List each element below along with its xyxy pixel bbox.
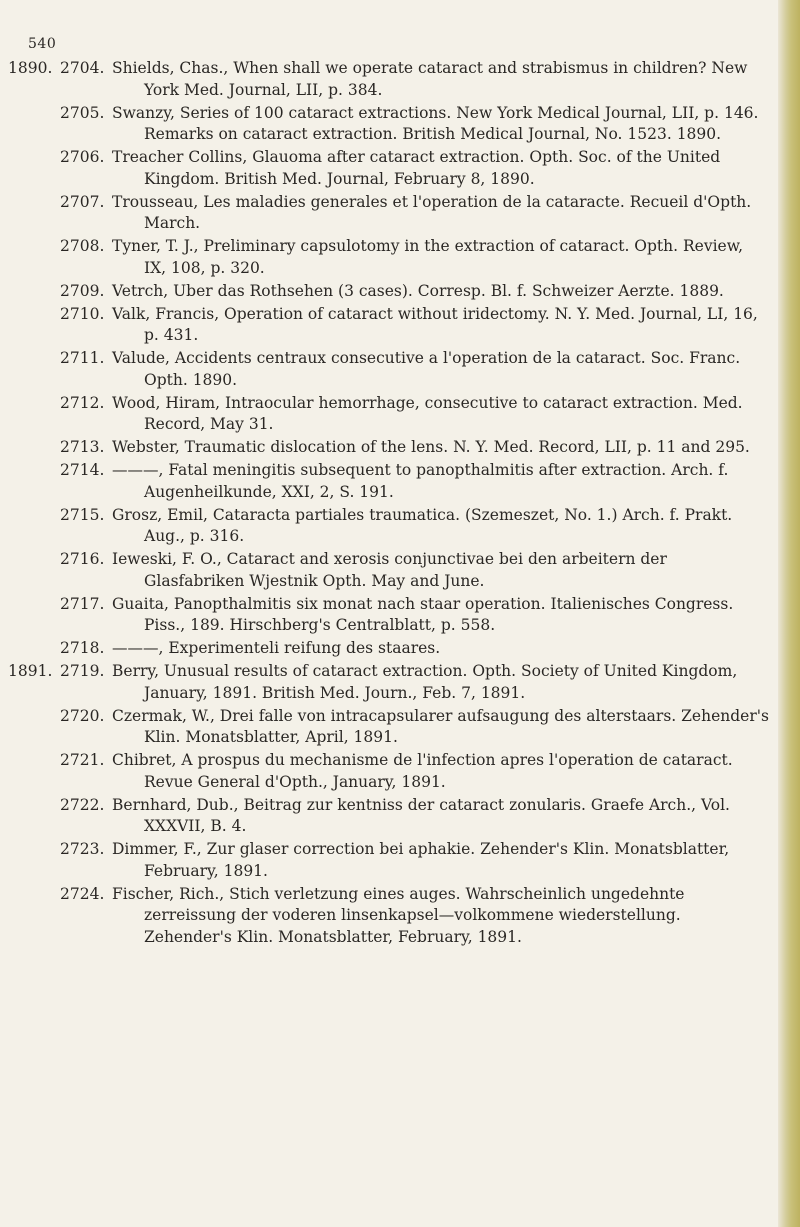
entry-citation: Bernhard, Dub., Beitrag zur kentniss der cataract zonularis. Graefe Arch., Vol. XXXVII, B. 4. [112,795,730,835]
bibliography-entry [0,549,780,592]
bibliography-entry [0,304,780,347]
bibliography-entry [0,706,780,749]
entry-citation: Ieweski, F. O., Cataract and xerosis conjunctivae bei den arbeitern der Glasfabriken Wjestnik Opth. May and June. [112,550,667,590]
bibliography-entry [0,661,780,704]
bibliography-entry [0,638,780,660]
entry-number: 2713. [60,438,105,456]
entry-number: 2721. [60,751,105,769]
bibliography-entry [0,795,780,838]
entry-number: 2712. [60,393,105,412]
entry-citation: Treacher Collins, Glauoma after cataract extraction. Opth. Soc. of the United Kingdom. British Med. Journal, February 8, 1890. [112,148,721,188]
entry-citation: Tyner, T. J., Preliminary capsulotomy in the extraction of cataract. Opth. Review, IX, 108, p. 320. [112,237,744,277]
bibliography-entry [0,281,780,303]
bibliography-entry [0,236,780,279]
entry-number: 2715. [60,505,105,524]
bibliography-entry [0,594,780,637]
entry-number: 2724. [60,884,105,903]
entry-number: 2717. [60,594,105,613]
entry-citation: Dimmer, F., Zur glaser correction bei aphakie. Zehender's Klin. Monatsblatter, February, 1891. [112,840,730,880]
entry-citation: Grosz, Emil, Cataracta partiales traumatica. (Szemeszet, No. 1.) Arch. f. Prakt. Aug., p. 316. [112,505,733,545]
entry-number: 2704. [60,59,105,77]
bibliography-entry [0,460,780,503]
entry-citation: Wood, Hiram, Intraocular hemorrhage, consecutive to cataract extraction. Med. Record, May 31. [112,393,743,433]
entry-number: 2714. [60,461,105,479]
entry-number: 2706. [60,148,105,166]
entry-number: 2719. [60,662,105,680]
entry-citation: Czermak, W., Drei falle von intracapsularer aufsaugung des alterstaars. Zehender's Klin. Monatsblatter, April, 1891. [112,706,769,746]
entry-number: 2722. [60,795,105,814]
entry-citation: Valude, Accidents centraux consecutive a l'operation de la cataract. Soc. Franc. Opth. 1890. [112,349,741,389]
entry-number: 2710. [60,304,105,323]
bibliography-entry [0,393,780,436]
bibliography-entry [0,147,780,190]
entry-citation: Berry, Unusual results of cataract extraction. Opth. Society of United Kingdom, January, 1891. British Med. Journ., Feb. 7, 1891. [112,662,738,702]
entry-number: 2707. [60,192,105,211]
page-edge [778,0,800,1227]
entry-citation: Vetrch, Uber das Rothsehen (3 cases). Corresp. Bl. f. Schweizer Aerzte. 1889. [112,281,724,300]
entry-citation: ———, Experimenteli reifung des staares. [112,639,441,657]
page-number: 540 [28,36,57,52]
entry-citation: Trousseau, Les maladies generales et l'operation de la cataracte. Recueil d'Opth. March. [112,192,752,232]
bibliography-entry [0,505,780,548]
bibliography-entry [0,839,780,882]
entry-number: 2716. [60,550,105,568]
entry-year: 1890. [8,59,53,77]
entry-year: 1891. [8,662,53,680]
bibliography-entry [0,437,780,459]
entry-citation: Valk, Francis, Operation of cataract without iridectomy. N. Y. Med. Journal, LI, 16, p. 431. [112,304,758,344]
entry-number: 2718. [60,639,105,657]
bibliography-entry [0,103,780,146]
entry-citation: ———, Fatal meningitis subsequent to panopthalmitis after extraction. Arch. f. Augenheilkunde, XXI, 2, S. 191. [112,461,729,501]
entry-number: 2723. [60,840,105,858]
bibliography-entry [0,58,780,101]
bibliography-entry [0,750,780,793]
entry-citation: Chibret, A prospus du mechanisme de l'infection apres l'operation de cataract. Revue General d'Opth., January, 1891. [112,751,733,791]
bibliography-entry [0,192,780,235]
entry-citation: Guaita, Panopthalmitis six monat nach staar operation. Italienisches Congress. Piss., 189. Hirschberg's Centralblatt, p. 558. [112,594,734,634]
entry-citation: Swanzy, Series of 100 cataract extractions. New York Medical Journal, LII, p. 146. Remarks on cataract extraction. British Medical Journal, No. 1523. 1890. [112,103,759,143]
bibliography-entry [0,348,780,391]
entry-citation: Webster, Traumatic dislocation of the lens. N. Y. Med. Record, LII, p. 11 and 295. [112,438,750,456]
bibliography-entry [0,884,780,949]
entry-number: 2709. [60,281,105,300]
entry-number: 2705. [60,103,105,122]
entry-citation: Fischer, Rich., Stich verletzung eines auges. Wahrscheinlich ungedehnte zerreissung der voderen linsenkapsel—volkommene wiederstellung. Zehender's Klin. Monatsblatter, February, 1891. [112,884,685,946]
entry-number: 2720. [60,706,105,725]
entry-citation: Shields, Chas., When shall we operate cataract and strabismus in children? New York Med. Journal, LII, p. 384. [112,59,748,99]
entry-number: 2708. [60,237,105,255]
bibliography-list [0,58,780,950]
entry-number: 2711. [60,349,105,367]
